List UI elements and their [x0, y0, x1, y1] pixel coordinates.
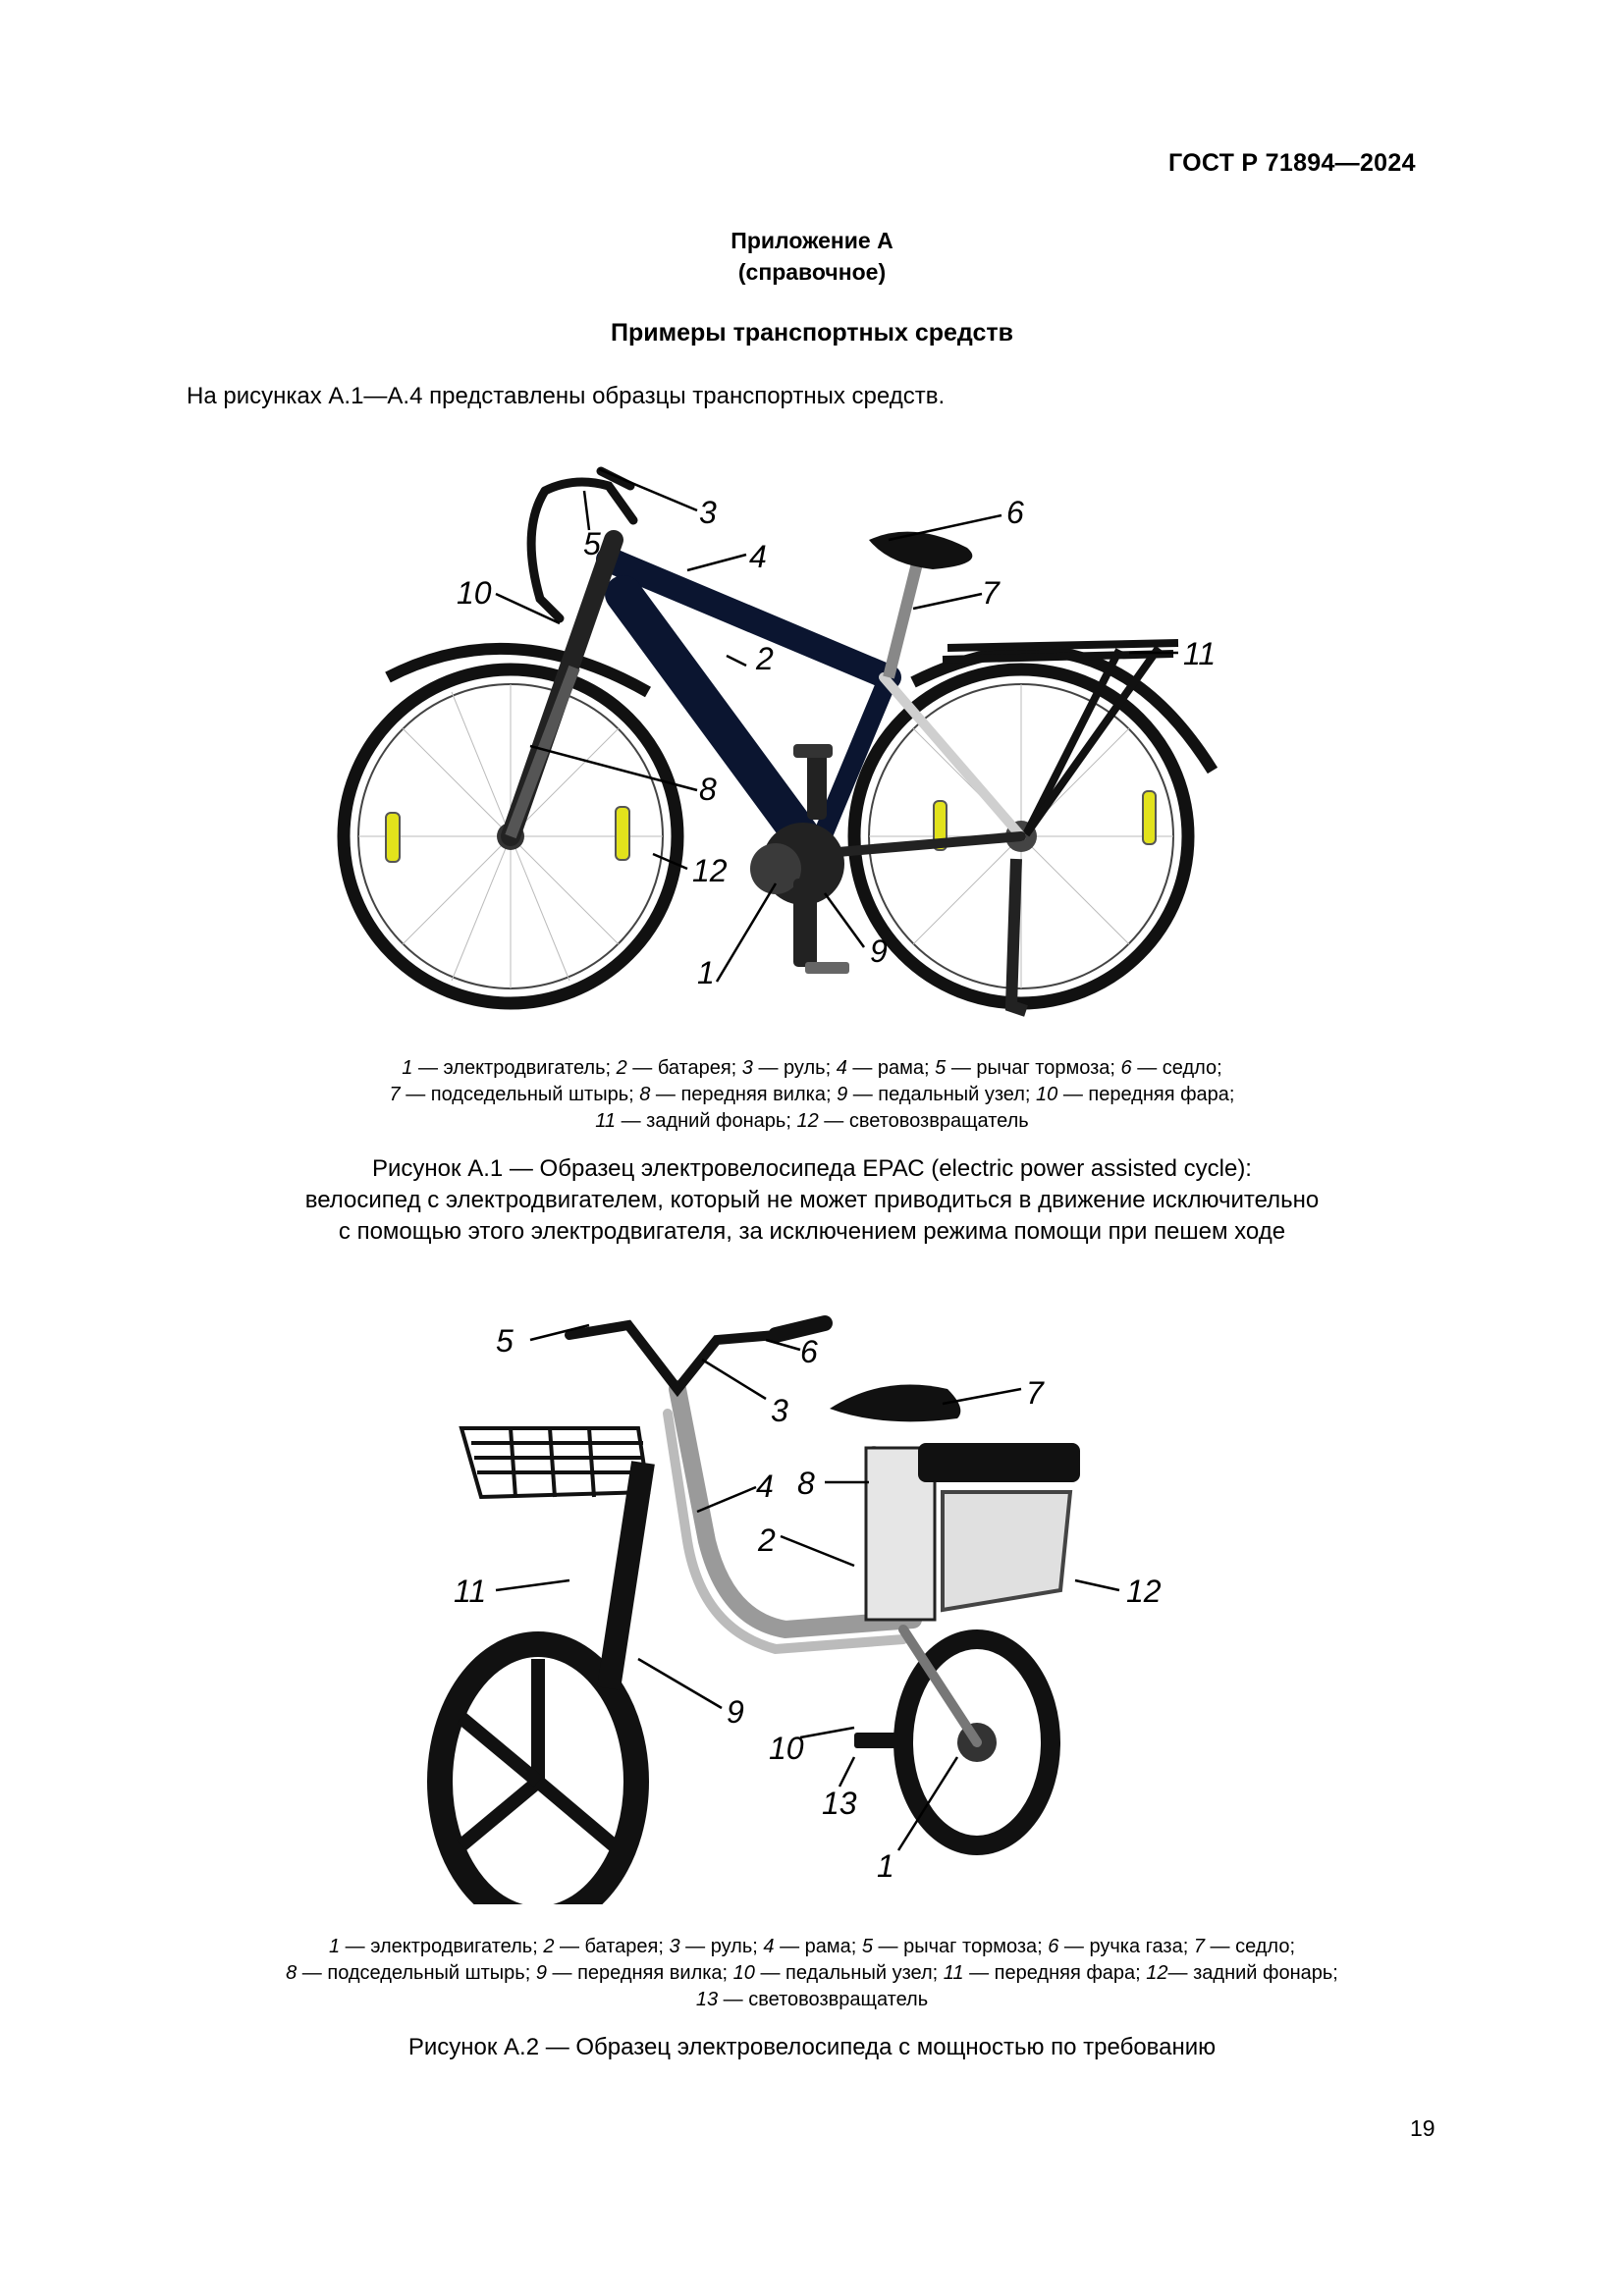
- legend-description: — передняя вилка;: [650, 1084, 838, 1105]
- f1-callout-11: 11: [1183, 636, 1217, 671]
- legend-line: [0, 1987, 1624, 2013]
- legend-description: — педальный узел;: [754, 1962, 944, 1984]
- f1-callout-6: 6: [1006, 495, 1024, 530]
- legend-description: — седло;: [1204, 1936, 1296, 1957]
- caption-line: Рисунок А.1 — Образец электровелосипеда ЕРАС (electric power assisted cycle):: [372, 1155, 1252, 1182]
- caption-line: с помощью этого электродвигателя, за исключением режима помощи при пешем ходе: [338, 1218, 1286, 1245]
- crank-arm: [793, 879, 817, 967]
- f2-callout-10: 10: [769, 1731, 804, 1766]
- legend-line: [0, 1055, 1624, 1082]
- legend-description: — передняя фара;: [963, 1962, 1147, 1984]
- legend-description: — рычаг тормоза;: [946, 1057, 1121, 1079]
- figure-1-legend: [0, 1055, 1624, 1135]
- f2-callout-13: 13: [822, 1786, 857, 1821]
- legend-description: — подседельный штырь;: [297, 1962, 536, 1984]
- page-number: 19: [1410, 2115, 1435, 2141]
- legend-key: 9: [535, 1962, 547, 1984]
- legend-line: [0, 1082, 1624, 1108]
- legend-description: — седло;: [1131, 1057, 1222, 1079]
- f1-callout-7: 7: [982, 575, 1000, 611]
- legend-key: 4: [763, 1936, 775, 1957]
- f2-callout-1: 1: [877, 1848, 894, 1884]
- legend-key: 7: [1193, 1936, 1205, 1957]
- figure-2-legend: [0, 1934, 1624, 2013]
- legend-description: — подседельный штырь;: [400, 1084, 640, 1105]
- legend-line: [0, 1960, 1624, 1987]
- figure-1-ebike-illustration: [0, 432, 1624, 1041]
- f1-callout-3: 3: [699, 495, 717, 530]
- rear-reflector-right: [1143, 791, 1156, 844]
- legend-key: 9: [837, 1084, 848, 1105]
- appendix-subtitle: (справочное): [737, 259, 887, 285]
- legend-key: 8: [286, 1962, 298, 1984]
- legend-key: 4: [836, 1057, 847, 1079]
- caption-line: велосипед с электродвигателем, который не может приводиться в движение исключительно: [304, 1187, 1320, 1213]
- f1-callout-1: 1: [697, 955, 715, 990]
- f2-callout-5: 5: [496, 1323, 514, 1359]
- f1-callout-8: 8: [699, 772, 717, 807]
- f2-callout-7: 7: [1026, 1375, 1044, 1411]
- saddle: [830, 1385, 960, 1422]
- handlebar: [569, 1323, 825, 1389]
- f1-callout-9: 9: [870, 934, 888, 969]
- figure-2-ebike-illustration: [0, 1296, 1624, 1904]
- legend-key: 10: [732, 1962, 755, 1984]
- legend-description: — руль;: [752, 1057, 837, 1079]
- appendix-title: Приложение А: [731, 228, 893, 253]
- legend-key: 2: [616, 1057, 627, 1079]
- front-basket: [461, 1428, 648, 1497]
- legend-key: 12: [796, 1110, 819, 1132]
- legend-key: 13: [695, 1989, 719, 2010]
- legend-description: — руль;: [679, 1936, 764, 1957]
- legend-description: — ручка газа;: [1058, 1936, 1194, 1957]
- f2-callout-3: 3: [771, 1393, 788, 1428]
- f2-callout-6: 6: [800, 1334, 818, 1369]
- front-reflector-left: [386, 813, 400, 862]
- legend-line: [0, 1108, 1624, 1135]
- saddle: [869, 532, 972, 569]
- f2-callout-9: 9: [727, 1694, 744, 1730]
- legend-description: — батарея;: [626, 1057, 742, 1079]
- section-title: Примеры транспортных средств: [611, 319, 1013, 347]
- legend-key: 2: [543, 1936, 555, 1957]
- legend-description: — батарея;: [554, 1936, 670, 1957]
- legend-description: — передняя фара;: [1057, 1084, 1235, 1105]
- f2-callout-12: 12: [1126, 1574, 1162, 1609]
- f1-callout-5: 5: [583, 526, 601, 561]
- legend-key: 12: [1146, 1962, 1168, 1984]
- rear-seat: [918, 1443, 1080, 1482]
- legend-key: 1: [402, 1057, 413, 1079]
- f1-callout-10: 10: [457, 575, 492, 611]
- f1-callout-2: 2: [756, 641, 774, 676]
- legend-key: 6: [1120, 1057, 1132, 1079]
- f1-callout-12: 12: [692, 853, 728, 888]
- f1-callout-4: 4: [749, 539, 767, 574]
- legend-key: 11: [943, 1962, 964, 1984]
- legend-description: — рама;: [846, 1057, 936, 1079]
- intro-paragraph: На рисунках А.1—А.4 представлены образцы транспортных средств.: [187, 383, 946, 409]
- f2-callout-2: 2: [758, 1522, 776, 1558]
- figure-2-caption: [0, 2032, 1624, 2063]
- legend-line: [0, 1934, 1624, 1960]
- front-fork: [511, 667, 574, 836]
- legend-key: 8: [639, 1084, 651, 1105]
- legend-description: — световозвращатель: [818, 1110, 1029, 1132]
- f2-callout-11: 11: [454, 1574, 487, 1609]
- front-fork: [609, 1463, 643, 1688]
- legend-key: 5: [935, 1057, 947, 1079]
- legend-description: — педальный узел;: [847, 1084, 1037, 1105]
- legend-description: — световозвращатель: [718, 1989, 929, 2010]
- legend-key: 5: [861, 1936, 873, 1957]
- legend-key: 7: [389, 1084, 401, 1105]
- legend-key: 3: [741, 1057, 753, 1079]
- f2-callout-8: 8: [797, 1466, 815, 1501]
- legend-key: 3: [669, 1936, 680, 1957]
- legend-description: — задний фонарь;: [1167, 1962, 1338, 1984]
- legend-description: — электродвигатель;: [340, 1936, 544, 1957]
- legend-description: — передняя вилка;: [546, 1962, 733, 1984]
- legend-key: 6: [1048, 1936, 1059, 1957]
- caption-line: Рисунок А.2 — Образец электровелосипеда с мощностью по требованию: [407, 2034, 1217, 2060]
- f2-callout-4: 4: [756, 1468, 774, 1504]
- standard-designation: ГОСТ Р 71894—2024: [1168, 149, 1416, 177]
- pedal: [854, 1733, 898, 1748]
- legend-description: — задний фонарь;: [616, 1110, 797, 1132]
- legend-key: 11: [595, 1110, 617, 1132]
- legend-key: 1: [328, 1936, 341, 1957]
- legend-key: 10: [1036, 1084, 1058, 1105]
- legend-description: — электродвигатель;: [412, 1057, 617, 1079]
- legend-description: — рычаг тормоза;: [873, 1936, 1049, 1957]
- seatpost: [889, 560, 918, 677]
- front-reflector-right: [616, 807, 629, 860]
- figure-1-caption: [0, 1153, 1624, 1248]
- legend-description: — рама;: [774, 1936, 862, 1957]
